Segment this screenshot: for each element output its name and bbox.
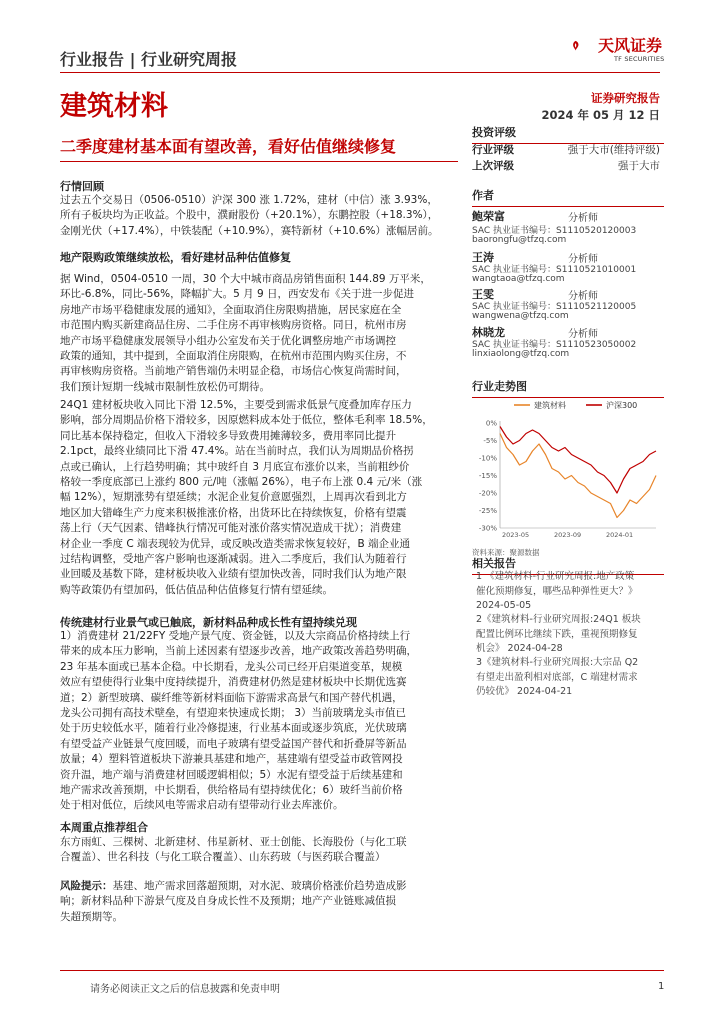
main-title: 二季度建材基本面有望改善，看好估值继续修复 [60,137,397,156]
x-tick-label: 2023-05 [502,531,530,539]
text-line: 金刚光伏（+17.4%），中铁装配（+10.9%），赛特新材（+10.6%）涨幅居前。 [60,224,439,237]
text-line: 购等政策仍有望加码，低估值品种估值修复行情有望延续。 [60,583,333,596]
text-line: 据 Wind，0504-0510 一周，30 个大中城市商品房销售面积 144.89 万平米， [60,273,431,285]
text-line: 响；新材料品种下游景气度及自身成长性不及预期；地产产业链账减值损 [60,895,396,908]
related-report-3[interactable] [476,656,666,700]
trend-heading: 行业走势图 [472,378,664,398]
rating-label: 上次评级 [472,160,514,172]
text-line: 我们预计短期一线城市限制性放松仍可期待。 [60,380,270,393]
section-heading-consumer: 传统建材行业景气或已触底，新材料品种成长性有望持续兑现 [60,616,357,629]
author-email[interactable]: wangtaoa@tfzq.com [472,274,565,284]
paragraph-picks [60,835,458,866]
text-line: 机会》 2024-04-28 [476,643,563,654]
y-tick-label: 0% [485,419,497,428]
footer-divider [60,970,664,971]
rating-value: 强于大市(维持评级) [567,144,660,156]
text-line: 带来的成本压力影响，当前上述因素有望逐步改善，地产政策改善趋势明确， [60,645,417,658]
y-tick-label: -10% [478,454,497,463]
rating-value: 强于大市 [618,160,660,172]
related-report-1[interactable] [476,570,666,614]
risk-text: 基建、地产需求回落超预期，对水泥、玻璃价格涨价趋势造成影 [112,880,407,892]
text-line: 合覆盖）、世名科技（与化工联合覆盖）、山东药玻（与医药联合覆盖） [60,851,386,864]
text-line: 地区加大错峰生产力度来积极推涨价格，出货环比在持续恢复，价格有望震 [60,506,407,519]
author-name: 鲍荣富 [472,210,505,223]
author-email[interactable]: baorongfu@tfzq.com [472,235,567,245]
text-line: 过去五个交易日（0506-0510）沪深 300 涨 1.72%，建材（中信）涨 3.93%， [60,194,438,206]
page-number: 1 [658,981,665,992]
section-heading-review: 行情回顾 [60,180,104,193]
paragraph-risk [60,879,458,925]
y-tick-label: -20% [478,489,497,498]
text-line: 地产市场平稳健康发展领导小组办公室发布关于优化调整房地产市场调控 [60,334,396,347]
report-type: 证券研究报告 [591,91,660,105]
legend-label: 沪深300 [606,401,638,410]
author-cert: SAC 执业证书编号：S1110523050002 [472,340,637,350]
text-line: 地产需求改善预期，中长期看，供给格局有望持续优化；6）玻纤当前价格 [60,784,403,797]
author-role: 分析师 [568,213,598,224]
paragraph-q1 [60,398,458,598]
footer-disclaimer[interactable]: 请务必阅读正文之后的信息披露和免责申明 [90,984,280,995]
text-line: 资升温，地产端与消费建材回暖逻辑相似；5）水泥有望受益于后续基建和 [60,768,403,781]
text-line: 2024-05-05 [476,600,532,611]
text-line: 效应有望使得行业集中度持续提升，消费建材仍然是建材板块中长期优选赛 [60,676,407,689]
text-line: 影响，部分周期品价格下滑较多，因原燃料成本处于低位，整体毛利率 18.5%， [60,414,433,427]
text-line: 再审核购房资格。当前地产销售端仍未明显企稳，市场信心恢复尚需时间， [60,365,407,378]
paragraph-review [60,193,458,239]
text-line: 24Q1 建材板块收入同比下滑 12.5%，主要受到需求低景气度叠加库存压力 [60,399,412,411]
paragraph-consumer [60,629,458,814]
industry-title: 建筑材料 [60,91,168,122]
text-line: 有望走出盈利相对底部，C 端建材需求 [476,671,638,683]
text-line: 格较一季度底部已上涨约 800 元/吨（涨幅 26%），电子布上涨 0.4 元/米（涨 [60,476,423,489]
text-line: 处于历史较低水平，随着行业冷修提速，行业基本面或逐步筑底，光伏玻璃 [60,722,407,735]
report-date: 2024 年 05 月 12 日 [541,108,660,122]
rating-heading: 投资评级 [472,124,664,144]
text-line: 2.1pct，最终业绩同比下滑 47.4%。站在当前时点，我们认为周期品价格拐 [60,445,414,458]
text-line: 3《建筑材料-行业研究周报:大宗品 Q2 [476,657,639,668]
report-category: 行业报告 | 行业研究周报 [60,50,237,69]
text-line: 2《建筑材料-行业研究周报:24Q1 板块 [476,614,641,625]
brand-subtitle: TF SECURITIES [614,55,665,63]
header-divider [60,72,660,73]
author-role: 分析师 [568,291,598,302]
text-line: 政策的通知，其中提到，全面取消住房限购，在杭州市范围内购买住房，不 [60,350,407,363]
text-line: 仍较优》 2024-04-21 [476,686,573,697]
text-line: 催化预期修复，哪些品种弹性更大？》 [476,585,638,597]
brand-logo-icon [572,28,598,64]
author-email[interactable]: wangwena@tfzq.com [472,311,569,321]
author-role: 分析师 [568,329,598,340]
text-line: 道；2）新型玻璃、碳纤维等新材料面临下游需求高景气和国产替代机遇， [60,691,403,704]
rating-label: 行业评级 [472,144,514,156]
section-heading-policy: 地产限购政策继续放松，看好建材品种估值修复 [60,251,291,264]
title-divider [60,161,458,162]
text-line: 东方雨虹、三棵树、北新建材、伟星新材、亚士创能、长海股份（与化工联 [60,836,407,848]
text-line: 荡上行（天气因素、错峰执行情况可能对涨价落实情况造成干扰）；消费建 [60,522,402,535]
series-line-building-materials [500,434,656,518]
text-line: 放量；4）塑料管道板块下游兼具基建和地产，基建端有望受益市政管网投 [60,753,403,766]
text-line: 点或已确认，上行趋势明确；其中玻纤自 3 月底宣布涨价以来，当前粗纱价 [60,460,410,473]
y-tick-label: -5% [483,437,497,445]
text-line: 1 《建筑材料-行业研究周报:地产政策 [476,571,635,582]
text-line: 处于相对低位，后续风电等需求启动有望带动行业去库涨价。 [60,799,344,812]
rating-row-previous [472,158,664,172]
author-role: 分析师 [568,254,598,265]
text-line: 有望受益产业链景气度回暖，而电子玻璃有望受益国产替代和折叠屏等新品 [60,737,407,750]
y-tick-label: -15% [478,472,497,480]
related-heading: 相关报告 [472,555,664,575]
author-name: 王雯 [472,288,494,301]
author-cert: SAC 执业证书编号：S1110521010001 [472,265,637,275]
text-line: 失超预期等。 [60,910,123,923]
text-line: 幅 12%），短期涨势有望延续；水泥企业复价意愿强烈，上周再次看到北方 [60,491,407,504]
y-tick-label: -30% [478,524,497,533]
text-line: 业回暖及基数下降，建材板块收入业绩有望加快改善，同时我们认为地产限 [60,568,407,581]
text-line: 材企业一季度 C 端表现较为优异，或反映改造类需求恢复较好，B 端企业通 [60,537,411,550]
text-line: 同比基本保持稳定，但收入下滑较多导致费用摊薄较多，费用率同比提升 [60,429,396,442]
text-line: 所有子板块均为正收益。个股中，濮耐股份（+20.1%），东鹏控股（+18.3%）， [60,209,439,222]
brand-name: 天风证券 [598,36,663,55]
legend-label: 建筑材料 [534,401,566,410]
y-tick-label: -25% [478,507,497,515]
author-name: 王涛 [472,251,494,264]
author-cert: SAC 执业证书编号：S1110520120003 [472,226,637,236]
risk-label: 风险提示： [60,880,113,892]
text-line: 市范围内购买新建商品住房、二手住房不再审核购房资格。同日，杭州市房 [60,319,407,332]
x-tick-label: 2024-01 [606,531,634,539]
chart-legend [514,400,637,410]
paragraph-policy [60,272,458,395]
text-line: 环比-6.8%，同比-56%，降幅扩大。5 月 9 日，西安发布《关于进一步促进 [60,288,414,301]
author-cert: SAC 执业证书编号：S1110521120005 [472,302,637,312]
related-report-2[interactable] [476,613,666,657]
text-line: 房地产市场平稳健康发展的通知》，全面取消住房限购措施，居民家庭在全 [60,303,402,316]
text-line: 过结构调整，受地产客户影响也逐渐减弱。进入二季度后，我们认为随着行 [60,553,407,566]
text-line: 龙头公司拥有高技术壁垒，有望迎来快速成长期； 3）当前玻璃龙头市值已 [60,707,407,720]
rating-row-industry [472,142,664,156]
text-line [60,879,458,894]
text-line: 23 年基本面或已基本企稳。中长期看，龙头公司已经开启渠道变革，规模 [60,660,403,673]
section-heading-picks: 本周重点推荐组合 [60,821,148,834]
text-line: 配置比例环比继续下跌，重视预期修复 [476,628,638,640]
chart-source: 资料来源：聚源数据 [472,548,540,557]
author-name: 林晓龙 [472,326,505,339]
text-line: 1）消费建材 21/22FY 受地产景气度、资金链，以及大宗商品价格持续上行 [60,630,411,642]
authors-heading: 作者 [472,187,664,207]
industry-trend-chart [472,397,664,540]
x-tick-label: 2023-09 [554,531,582,539]
author-email[interactable]: linxiaolong@tfzq.com [472,349,570,359]
